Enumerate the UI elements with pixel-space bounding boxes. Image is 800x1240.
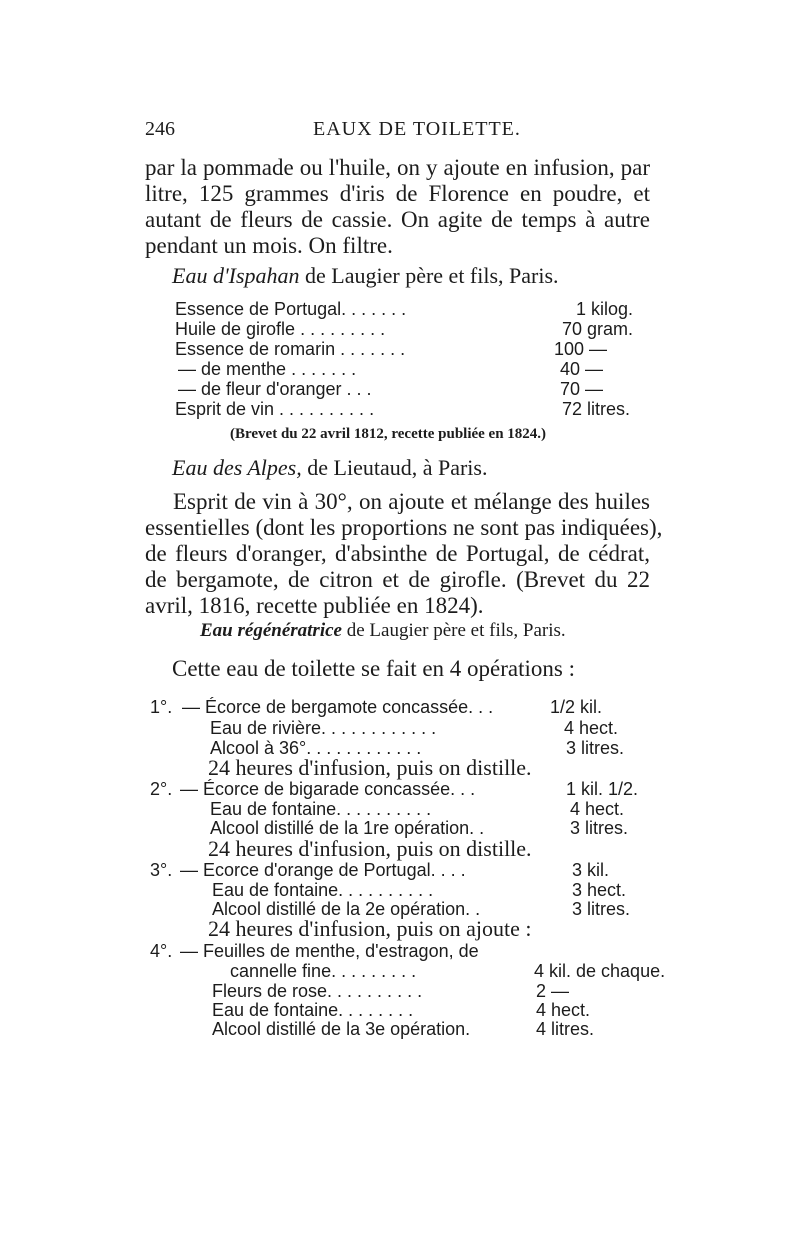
operation-number: 4°. <box>150 941 173 961</box>
page-number: 246 <box>145 118 175 140</box>
op-row-name: Alcool distillé de la 3e opération. <box>212 1019 471 1039</box>
ispahan-title-rest: de Laugier père et fils, Paris. <box>299 263 559 288</box>
intro-line: pendant un mois. On filtre. <box>145 233 393 258</box>
regeneratrice-title-rest: de Laugier père et fils, Paris. <box>341 620 566 641</box>
operation-number: 3°. <box>150 860 173 880</box>
intro-line: autant de fleurs de cassie. On agite de temps à autre <box>145 207 650 232</box>
alpes-line: de bergamote, de citron et de girofle. (Brevet du 22 <box>145 567 650 592</box>
op-after: 24 heures d'infusion, puis on distille. <box>208 836 532 861</box>
op-row-qty: 4 kil. de chaque. <box>534 961 666 981</box>
op-row-name: Alcool à 36°. . . . . . . . . . . . <box>210 738 422 758</box>
op-row-qty: 1 kil. 1/2. <box>566 779 639 799</box>
alpes-line: Esprit de vin à 30°, on ajoute et mélange des huiles <box>173 489 650 514</box>
running-title: EAUX DE TOILETTE. <box>313 118 521 140</box>
ispahan-title-name: Eau d'Ispahan <box>172 263 300 288</box>
ingredient-name: Huile de girofle . . . . . . . . . <box>175 319 386 339</box>
op-row-name: Alcool distillé de la 1re opération. . <box>210 818 485 838</box>
op-row-qty: 3 litres. <box>566 738 625 758</box>
op-row-qty: 3 litres. <box>572 899 631 919</box>
regeneratrice-title-name: Eau régénératrice <box>200 620 342 641</box>
op-row-qty: 2 — <box>536 981 570 1001</box>
alpes-title-name: Eau des Alpes, <box>172 455 302 480</box>
ingredient-qty: 70 gram. <box>562 319 634 339</box>
ingredient-name: — de fleur d'oranger . . . <box>178 379 372 399</box>
op-row-name: — Feuilles de menthe, d'estragon, de <box>180 941 479 961</box>
op-row-qty: 4 litres. <box>536 1019 595 1039</box>
op-after: 24 heures d'infusion, puis on distille. <box>208 755 532 780</box>
op-row-name: Fleurs de rose. . . . . . . . . . <box>212 981 423 1001</box>
ingredient-qty: 72 litres. <box>562 399 631 419</box>
ingredient-qty: 100 — <box>554 339 608 359</box>
intro-line: par la pommade ou l'huile, on y ajoute en infusion, par <box>145 155 650 180</box>
op-row-name: Alcool distillé de la 2e opération. . <box>212 899 481 919</box>
regeneratrice-intro: Cette eau de toilette se fait en 4 opérations : <box>172 656 575 681</box>
ingredient-name: — de menthe . . . . . . . <box>178 359 357 379</box>
op-row-qty: 4 hect. <box>570 799 625 819</box>
op-row-qty: 1/2 kil. <box>550 697 603 717</box>
op-row-qty: 4 hect. <box>536 1000 591 1020</box>
ingredient-name: Esprit de vin . . . . . . . . . . <box>175 399 375 419</box>
ingredient-qty: 1 kilog. <box>576 299 634 319</box>
alpes-line: essentielles (dont les proportions ne sont pas indiquées), <box>145 515 663 540</box>
ingredient-qty: 70 — <box>560 379 604 399</box>
operation-number: 2°. <box>150 779 173 799</box>
intro-line: litre, 125 grammes d'iris de Florence en poudre, et <box>145 181 650 206</box>
op-row-qty: 3 kil. <box>572 860 610 880</box>
alpes-title-rest: de Lieutaud, à Paris. <box>301 455 488 480</box>
ispahan-note: (Brevet du 22 avril 1812, recette publiée en 1824.) <box>230 426 547 442</box>
op-row-name: Eau de fontaine. . . . . . . . . . <box>212 880 434 900</box>
op-after: 24 heures d'infusion, puis on ajoute : <box>208 916 532 941</box>
op-row-name: — Écorce de bergamote concassée. . . <box>182 697 494 717</box>
alpes-line: avril, 1816, recette publiée en 1824). <box>145 593 484 618</box>
op-row-name: Eau de rivière. . . . . . . . . . . . <box>210 718 437 738</box>
op-row-name: Eau de fontaine. . . . . . . . <box>212 1000 414 1020</box>
intro-paragraph <box>145 155 650 259</box>
regeneratrice-title <box>200 620 566 642</box>
operation-number: 1°. <box>150 697 173 717</box>
alpes-line: de fleurs d'oranger, d'absinthe de Portugal, de cédrat, <box>145 541 650 566</box>
op-row-qty: 4 hect. <box>564 718 619 738</box>
op-row-name: Eau de fontaine. . . . . . . . . . <box>210 799 432 819</box>
op-row-name: — Écorce de bigarade concassée. . . <box>180 779 476 799</box>
ingredient-name: Essence de romarin . . . . . . . <box>175 339 406 359</box>
op-row-qty: 3 litres. <box>570 818 629 838</box>
op-row-qty: 3 hect. <box>572 880 627 900</box>
op-row-name: — Ecorce d'orange de Portugal. . . . <box>180 860 466 880</box>
page-header <box>145 118 650 148</box>
alpes-title <box>172 455 487 481</box>
alpes-paragraph <box>145 489 663 619</box>
ingredient-qty: 40 — <box>560 359 604 379</box>
ispahan-title <box>172 263 559 289</box>
ingredient-name: Essence de Portugal. . . . . . . <box>175 299 407 319</box>
op-row-name: cannelle fine. . . . . . . . . <box>230 961 417 981</box>
